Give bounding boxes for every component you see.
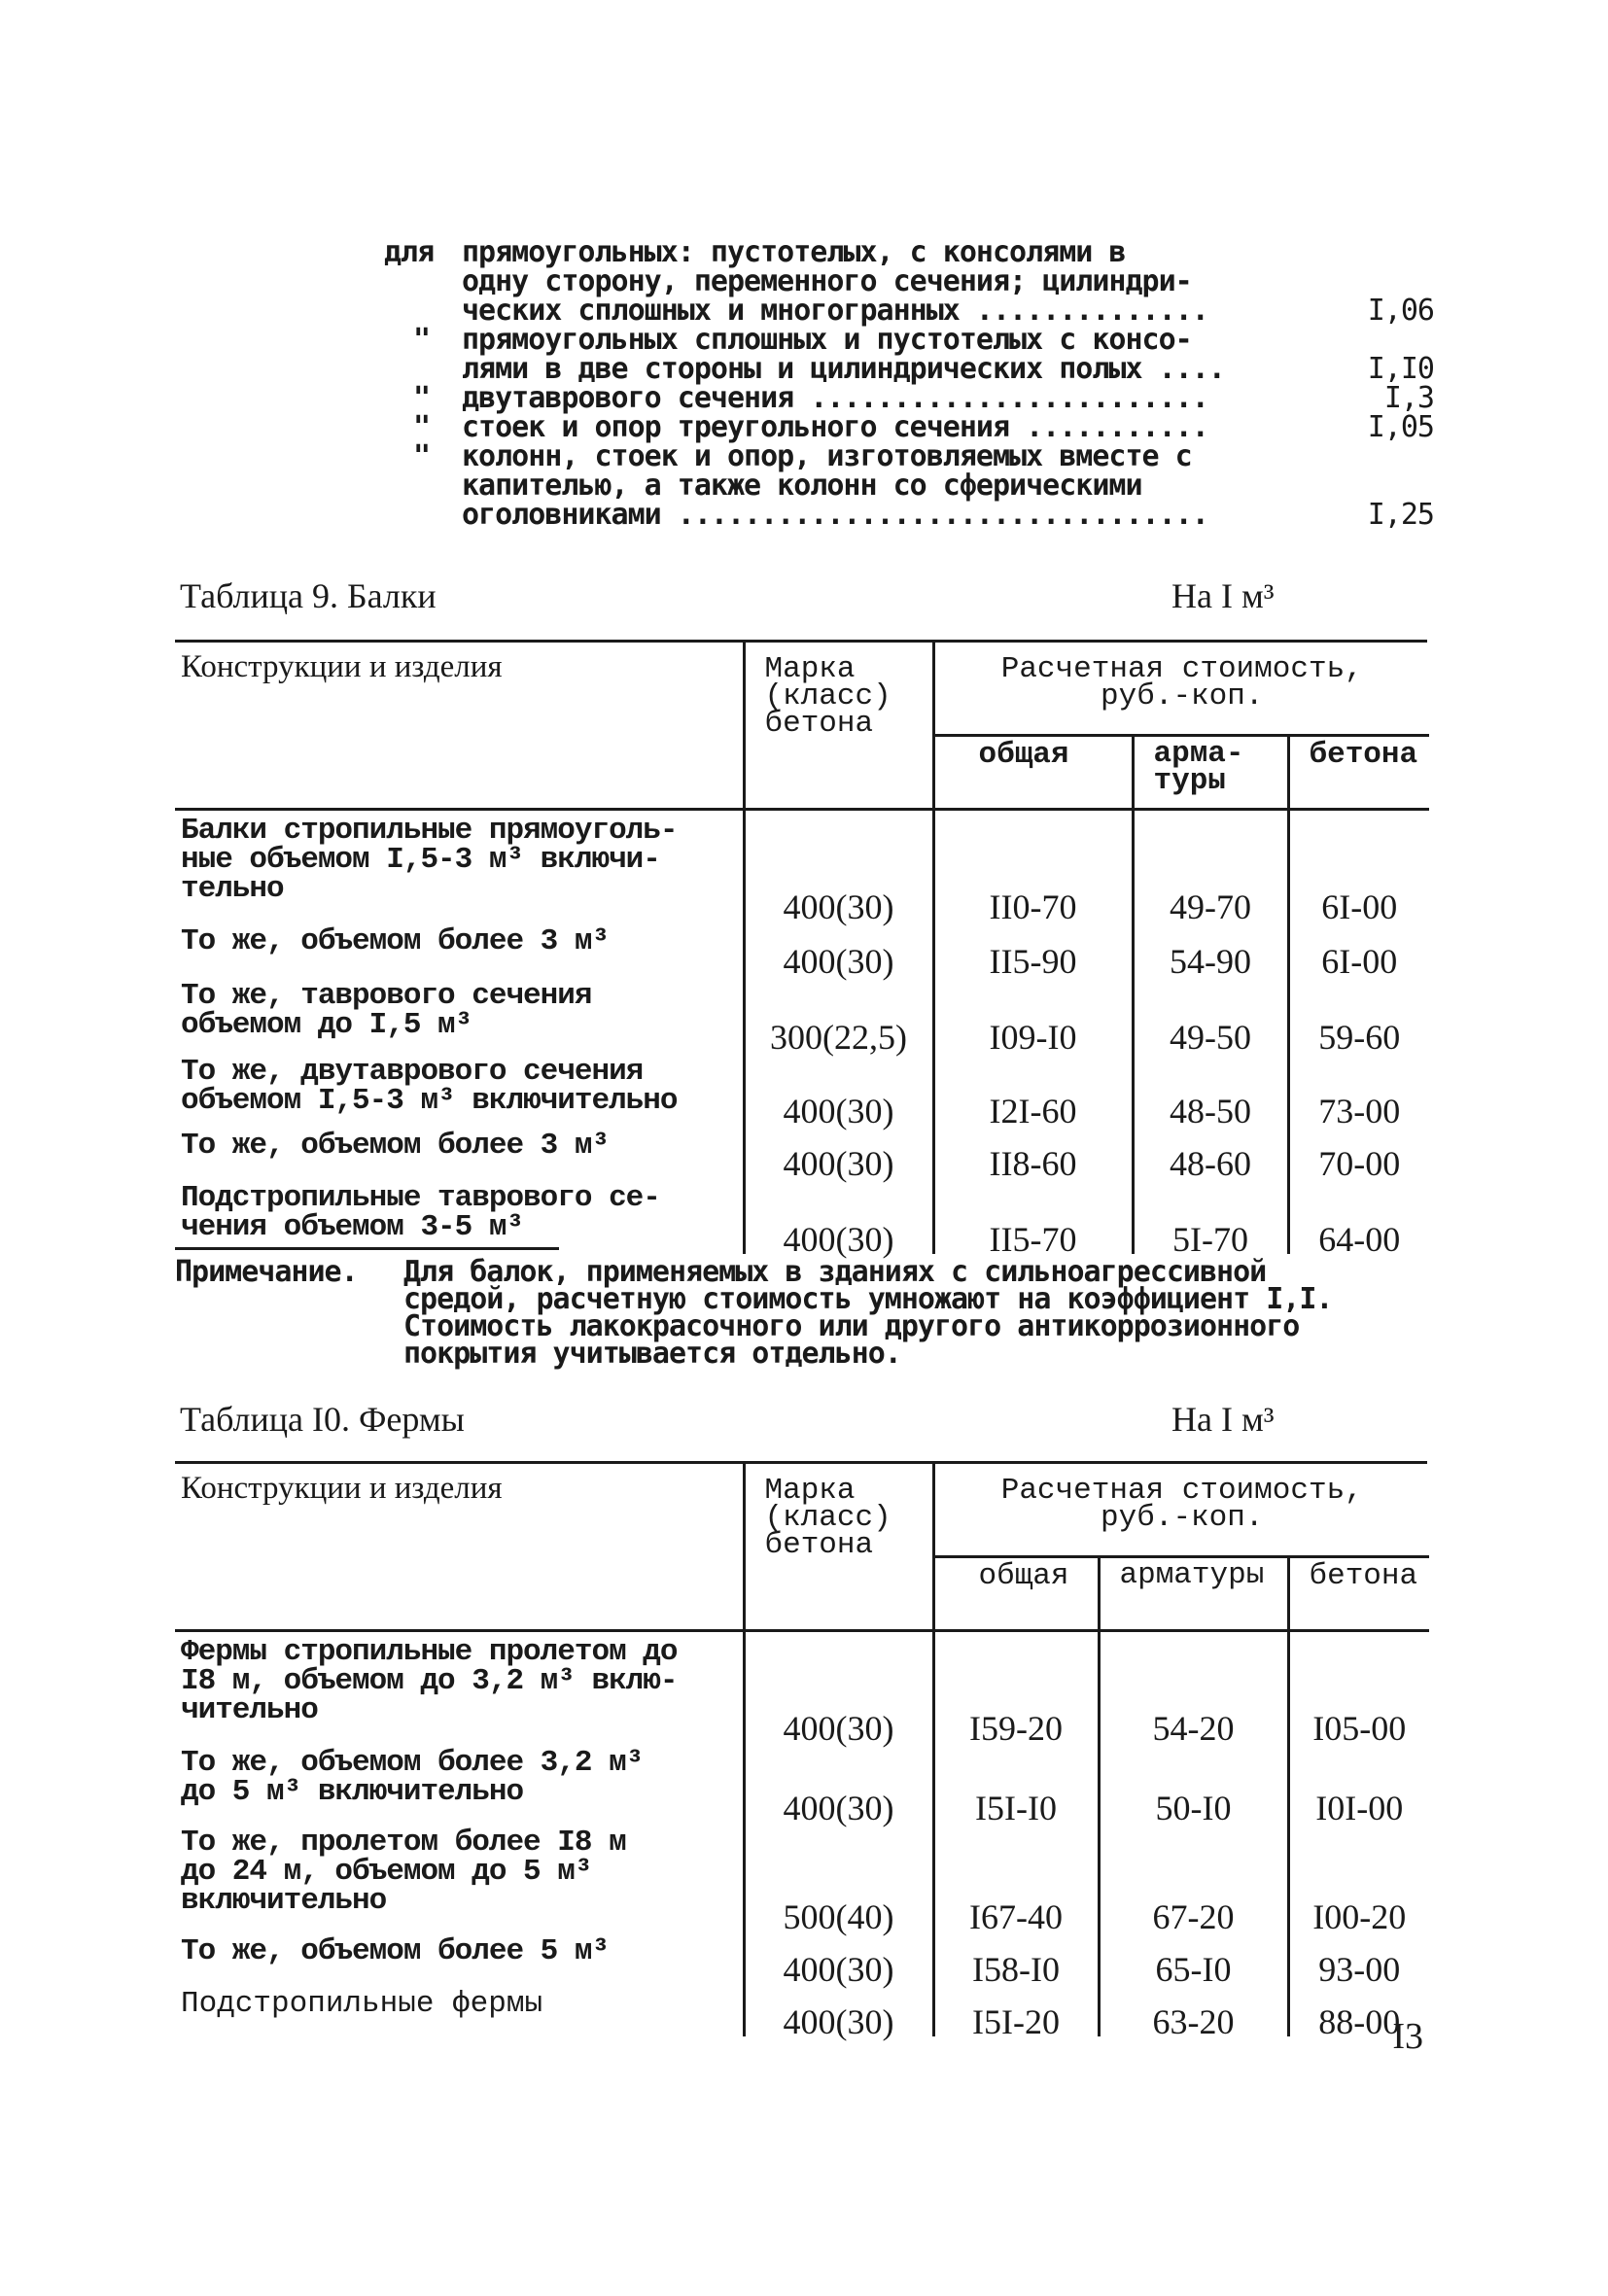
note-line: Стоимость лакокрасочного или другого антикоррозионного bbox=[403, 1309, 1300, 1343]
header-construction: Конструкции и изделия bbox=[181, 649, 503, 684]
cell-grade: 400(30) bbox=[744, 1126, 933, 1178]
cell-name bbox=[175, 1984, 744, 2036]
cell-name bbox=[175, 1931, 744, 1984]
cell-rebar: 50-I0 bbox=[1099, 1743, 1288, 1823]
cell-name-line: Фермы стропильные пролетом до bbox=[181, 1635, 678, 1669]
cell-name bbox=[175, 1743, 744, 1823]
cell-rebar: 54-20 bbox=[1099, 1631, 1288, 1744]
header-grade-line: (класс) bbox=[764, 679, 891, 713]
table-row bbox=[175, 1631, 1429, 1744]
coefficient-text: стоек и опор треугольного сечения ........... bbox=[462, 410, 1208, 444]
cell-grade: 300(22,5) bbox=[744, 976, 933, 1052]
table9-note bbox=[175, 1255, 1458, 1371]
table10-unit: На I м³ bbox=[1171, 1400, 1275, 1439]
header-rebar bbox=[1133, 736, 1288, 810]
cell-total: I2I-60 bbox=[933, 1052, 1133, 1126]
cell-grade: 400(30) bbox=[744, 922, 933, 976]
table-row bbox=[175, 1178, 1429, 1254]
coefficient-value: I,05 bbox=[1367, 410, 1434, 444]
table-row bbox=[175, 1984, 1429, 2036]
header-grade-line: (класс) bbox=[764, 1501, 891, 1535]
table-row bbox=[175, 922, 1429, 976]
cell-grade: 500(40) bbox=[744, 1823, 933, 1931]
cell-concrete: I00-20 bbox=[1288, 1823, 1429, 1931]
cell-name bbox=[175, 1178, 744, 1254]
header-rebar-line: арма- bbox=[1153, 737, 1244, 771]
header-concrete: бетона bbox=[1288, 736, 1429, 810]
cell-total: II5-90 bbox=[933, 922, 1133, 976]
coefficient-item bbox=[384, 439, 1434, 532]
cell-name-line: Подстропильные таврового се- bbox=[181, 1181, 660, 1215]
cell-grade: 400(30) bbox=[744, 1631, 933, 1744]
cell-rebar: 65-I0 bbox=[1099, 1931, 1288, 1984]
cell-name-line: То же, таврового сечения bbox=[181, 979, 592, 1013]
cell-name-line: объемом I,5-3 м³ включительно bbox=[181, 1084, 678, 1118]
table10-caption: Таблица I0. Фермы bbox=[180, 1400, 465, 1439]
cell-name-line: I8 м, объемом до 3,2 м³ вклю- bbox=[181, 1664, 678, 1698]
table9 bbox=[175, 643, 1429, 1259]
coefficient-item bbox=[384, 410, 1434, 444]
cell-rebar: 49-50 bbox=[1133, 976, 1288, 1052]
coefficient-lead: " bbox=[413, 323, 431, 357]
cell-name bbox=[175, 976, 744, 1052]
cell-rebar: 48-60 bbox=[1133, 1126, 1288, 1178]
cell-name-line: включительно bbox=[181, 1884, 387, 1918]
cell-name-line: То же, пролетом более I8 м bbox=[181, 1826, 626, 1860]
cell-concrete: 59-60 bbox=[1288, 976, 1429, 1052]
cell-total: II5-70 bbox=[933, 1178, 1133, 1254]
table-row bbox=[175, 1823, 1429, 1931]
cell-name bbox=[175, 1823, 744, 1931]
coefficient-value: I,I0 bbox=[1367, 352, 1434, 386]
cell-name-line: чения объемом 3-5 м³ bbox=[181, 1210, 524, 1244]
header-total: общая bbox=[933, 1557, 1099, 1631]
header-grade-line: Марка bbox=[764, 1474, 856, 1508]
cell-rebar: 49-70 bbox=[1133, 810, 1288, 922]
coefficient-lead: для bbox=[384, 235, 435, 269]
note-rule bbox=[175, 1247, 559, 1250]
header-grade-line: бетона bbox=[764, 707, 874, 741]
header-grade bbox=[744, 643, 933, 810]
cell-name-line: То же, объемом более 3 м³ bbox=[181, 1129, 610, 1163]
cell-grade: 400(30) bbox=[744, 810, 933, 922]
cell-concrete: 64-00 bbox=[1288, 1178, 1429, 1254]
cell-concrete: 88-00 bbox=[1288, 1984, 1429, 2036]
coefficient-lead: " bbox=[413, 381, 431, 415]
coefficient-value: I,25 bbox=[1367, 498, 1434, 532]
header-cost-line: руб.-коп. bbox=[1101, 679, 1264, 713]
cell-name-line: То же, двутаврового сечения bbox=[181, 1055, 644, 1089]
cell-rebar: 67-20 bbox=[1099, 1823, 1288, 1931]
cell-name-line: ные объемом I,5-3 м³ включи- bbox=[181, 843, 660, 877]
cell-total: II8-60 bbox=[933, 1126, 1133, 1178]
coefficient-item bbox=[384, 235, 1434, 328]
cell-name bbox=[175, 1631, 744, 1744]
header-rebar: арматуры bbox=[1099, 1557, 1288, 1631]
cell-name-line: То же, объемом более 3,2 м³ bbox=[181, 1746, 644, 1780]
table9-caption: Таблица 9. Балки bbox=[180, 576, 437, 615]
header-total: общая bbox=[933, 736, 1133, 810]
cell-concrete: 93-00 bbox=[1288, 1931, 1429, 1984]
cell-total: I5I-I0 bbox=[933, 1743, 1099, 1823]
cell-rebar: 54-90 bbox=[1133, 922, 1288, 976]
cell-name-line: То же, объемом более 3 м³ bbox=[181, 924, 610, 958]
coefficient-text: ческих сплошных и многогранных .............. bbox=[462, 294, 1208, 328]
note-line: Для балок, применяемых в зданиях с сильноагрессивной bbox=[403, 1255, 1267, 1289]
cell-name bbox=[175, 1052, 744, 1126]
cell-grade: 400(30) bbox=[744, 1178, 933, 1254]
header-cost-line: Расчетная стоимость, bbox=[1000, 1474, 1363, 1508]
cell-grade: 400(30) bbox=[744, 1931, 933, 1984]
cell-total: I58-I0 bbox=[933, 1931, 1099, 1984]
header-cost-line: Расчетная стоимость, bbox=[1000, 652, 1363, 686]
cell-name-line: объемом до I,5 м³ bbox=[181, 1008, 472, 1042]
cell-total: II0-70 bbox=[933, 810, 1133, 922]
coefficient-text: двутаврового сечения ........................ bbox=[462, 381, 1208, 415]
cell-name bbox=[175, 1126, 744, 1178]
cell-total: I5I-20 bbox=[933, 1984, 1099, 2036]
coefficient-text: лями в две стороны и цилиндрических полых .... bbox=[462, 352, 1225, 386]
coefficient-text: колонн, стоек и опор, изготовляемых вместе с bbox=[462, 439, 1192, 473]
cell-rebar: 5I-70 bbox=[1133, 1178, 1288, 1254]
coefficient-text: оголовниками ................................ bbox=[462, 498, 1208, 532]
cell-name-line: до 24 м, объемом до 5 м³ bbox=[181, 1855, 592, 1889]
coefficient-value: I,3 bbox=[1383, 381, 1434, 415]
header-cost bbox=[933, 1464, 1429, 1557]
cell-total: I59-20 bbox=[933, 1631, 1099, 1744]
coefficient-lead: " bbox=[413, 439, 431, 473]
cell-name-line: до 5 м³ включительно bbox=[181, 1775, 524, 1809]
cell-name-line: тельно bbox=[181, 872, 284, 906]
note-line: покрытия учитывается отдельно. bbox=[403, 1337, 901, 1371]
cell-concrete: I0I-00 bbox=[1288, 1743, 1429, 1823]
table-row bbox=[175, 1743, 1429, 1823]
coefficient-text: капителью, а также колонн со сферическими bbox=[462, 469, 1142, 503]
table-row bbox=[175, 1052, 1429, 1126]
cell-total: I09-I0 bbox=[933, 976, 1133, 1052]
note-label: Примечание. bbox=[175, 1255, 358, 1289]
cell-grade: 400(30) bbox=[744, 1984, 933, 2036]
cell-name-line: чительно bbox=[181, 1693, 318, 1727]
coefficient-text: одну сторону, переменного сечения; цилиндри- bbox=[462, 264, 1192, 298]
header-grade-line: бетона bbox=[764, 1528, 874, 1562]
coefficient-item bbox=[384, 323, 1434, 386]
table-row bbox=[175, 976, 1429, 1052]
cell-rebar: 48-50 bbox=[1133, 1052, 1288, 1126]
table-row bbox=[175, 1931, 1429, 1984]
header-cost-line: руб.-коп. bbox=[1101, 1501, 1264, 1535]
page-number: I3 bbox=[1392, 2016, 1423, 2057]
cell-name bbox=[175, 810, 744, 922]
coefficient-list bbox=[384, 235, 1434, 532]
cell-rebar: 63-20 bbox=[1099, 1984, 1288, 2036]
cell-name-line: Балки стропильные прямоуголь- bbox=[181, 814, 678, 848]
cell-concrete: 73-00 bbox=[1288, 1052, 1429, 1126]
header-rebar-line: туры bbox=[1153, 764, 1226, 798]
cell-name-line: Подстропильные фермы bbox=[181, 1987, 543, 2021]
coefficient-lead: " bbox=[413, 410, 431, 444]
cell-concrete: 70-00 bbox=[1288, 1126, 1429, 1178]
cell-concrete: I05-00 bbox=[1288, 1631, 1429, 1744]
coefficient-item bbox=[384, 381, 1434, 415]
coefficient-text: прямоугольных сплошных и пустотелых с консо- bbox=[462, 323, 1192, 357]
header-construction: Конструкции и изделия bbox=[181, 1471, 503, 1506]
cell-concrete: 6I-00 bbox=[1288, 922, 1429, 976]
note-line: средой, расчетную стоимость умножают на коэффициент I,I. bbox=[403, 1282, 1333, 1316]
table-row bbox=[175, 810, 1429, 922]
table-row bbox=[175, 1126, 1429, 1178]
cell-grade: 400(30) bbox=[744, 1052, 933, 1126]
cell-name bbox=[175, 922, 744, 976]
header-grade bbox=[744, 1464, 933, 1631]
cell-concrete: 6I-00 bbox=[1288, 810, 1429, 922]
cell-name-line: То же, объемом более 5 м³ bbox=[181, 1934, 610, 1968]
coefficient-text: прямоугольных: пустотелых, с консолями в bbox=[462, 235, 1126, 269]
header-concrete: бетона bbox=[1288, 1557, 1429, 1631]
cell-total: I67-40 bbox=[933, 1823, 1099, 1931]
table9-unit: На I м³ bbox=[1171, 576, 1275, 615]
header-grade-line: Марка bbox=[764, 652, 856, 686]
coefficient-value: I,06 bbox=[1367, 294, 1434, 328]
header-cost bbox=[933, 643, 1429, 736]
cell-grade: 400(30) bbox=[744, 1743, 933, 1823]
